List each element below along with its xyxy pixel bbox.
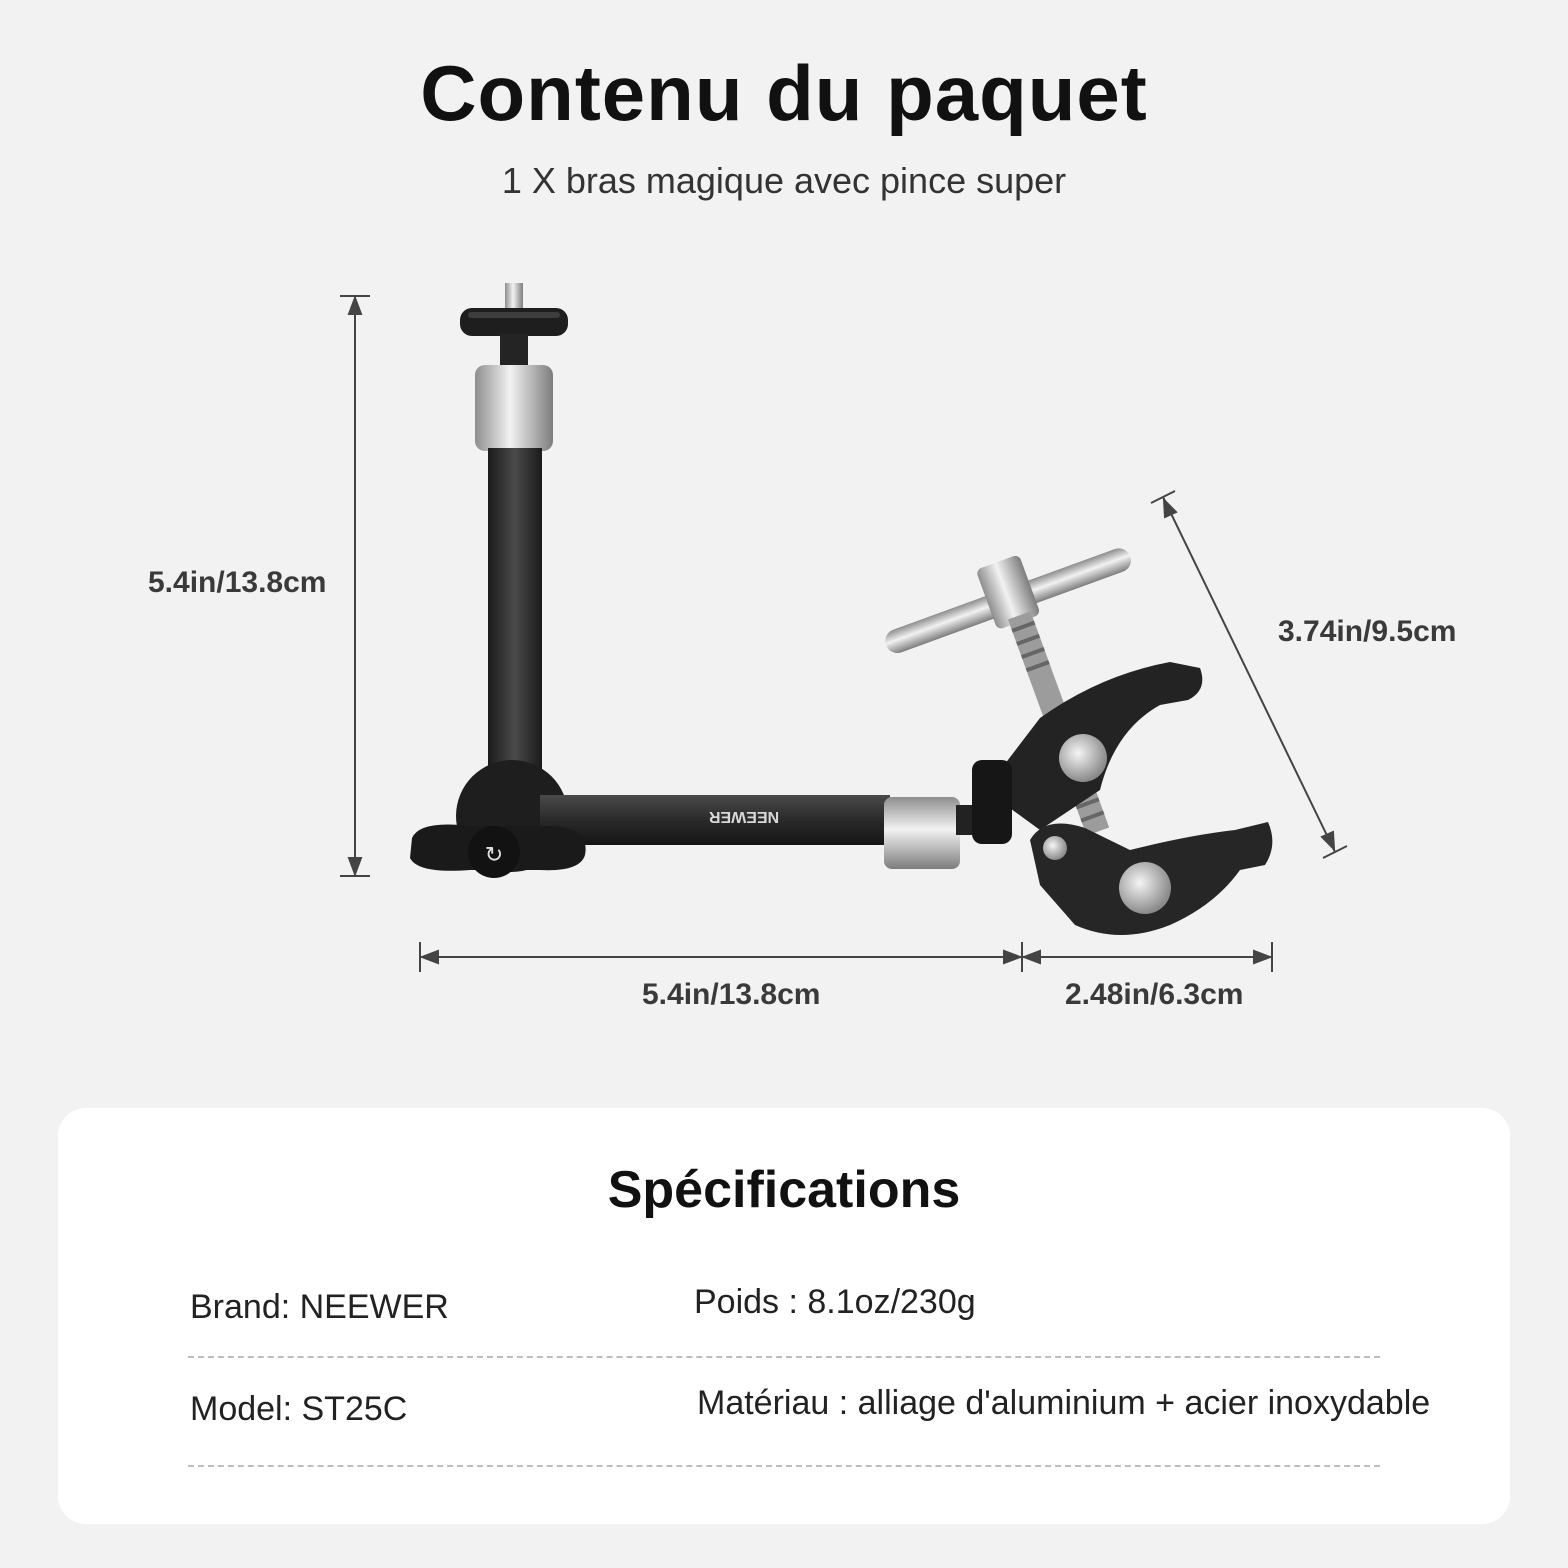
spec-model: Model: ST25C: [190, 1390, 408, 1428]
spec-material: Matériau : alliage d'aluminium + acier inoxydable: [697, 1384, 1431, 1422]
spec-divider: [188, 1465, 1380, 1467]
spec-divider: [188, 1356, 1380, 1358]
spec-weight: Poids : 8.1oz/230g: [694, 1283, 976, 1321]
package-contents: 1 X bras magique avec pince super: [501, 160, 1067, 201]
specifications-title: Spécifications: [607, 1161, 961, 1219]
super-clamp: [872, 519, 1272, 935]
clamp-width-dimension-label: 2.48in/6.3cm: [1065, 978, 1244, 1011]
arm-brand-label: NEEWER: [708, 808, 780, 825]
magic-arm: [410, 283, 982, 878]
clamp-height-dimension-label: 3.74in/9.5cm: [1278, 615, 1457, 648]
height-dimension-label: 5.4in/13.8cm: [148, 566, 327, 599]
specifications-card: [58, 1108, 1510, 1524]
page-title: Contenu du paquet: [420, 49, 1148, 137]
arm-length-dimension-label: 5.4in/13.8cm: [642, 978, 821, 1011]
spec-brand: Brand: NEEWER: [190, 1288, 449, 1326]
svg-text:↻: ↻: [484, 842, 504, 867]
